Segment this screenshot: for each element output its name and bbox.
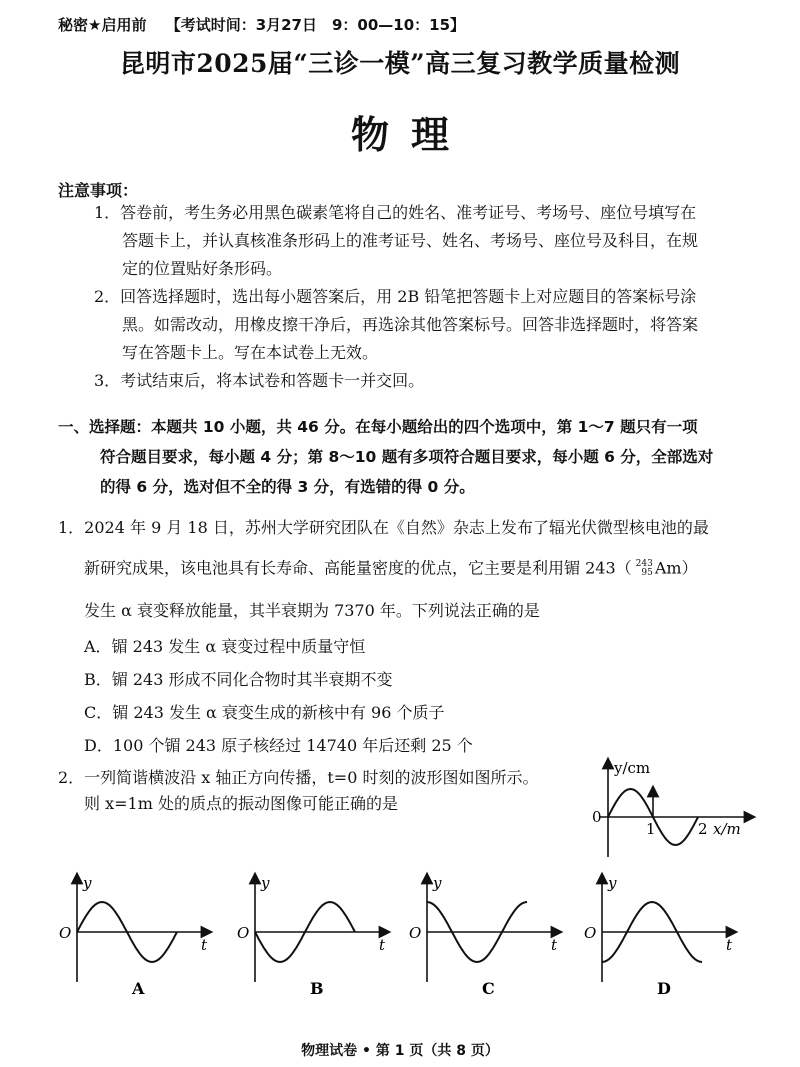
option-label: D xyxy=(657,979,671,998)
q1-stem: 发生 α 衰变释放能量，其半衰期为 7370 年。下列说法正确的是 xyxy=(84,601,540,620)
origin-label: O xyxy=(59,924,72,942)
t-axis-label: t xyxy=(551,936,558,954)
notes-heading: 注意事项： xyxy=(58,181,139,200)
confidential-label: 秘密★启用前 xyxy=(58,16,147,34)
q1-option-b: B．镅 243 形成不同化合物时其半衰期不变 xyxy=(84,670,393,689)
note-line: 黑。如需改动，用橡皮擦干净后，再选涂其他答案标号。回答非选择题时，将答案 xyxy=(122,315,699,334)
note-line: 写在答题卡上。写在本试卷上无效。 xyxy=(122,343,379,362)
wave-graph xyxy=(580,755,760,865)
option-graphs xyxy=(55,870,755,1000)
y-axis-label: y xyxy=(608,874,617,892)
y-axis-label: y xyxy=(261,874,270,892)
q1-option-c: C．镅 243 发生 α 衰变生成的新核中有 96 个质子 xyxy=(84,703,445,722)
option-graph-d xyxy=(584,874,733,998)
y-axis-label: y xyxy=(433,874,442,892)
exam-header xyxy=(58,14,479,35)
origin-label: O xyxy=(237,924,250,942)
origin-label: 0 xyxy=(592,808,602,826)
q1-stem: 1．2024 年 9 月 18 日，苏州大学研究团队在《自然》杂志上发布了辐光伏微型核电池的最 xyxy=(58,518,709,537)
q2-stem: 2．一列简谐横波沿 x 轴正方向传播，t=0 时刻的波形图如图所示。 xyxy=(58,768,539,787)
option-graph-c xyxy=(409,874,558,998)
note-line: 2．回答选择题时，选出每小题答案后，用 2B 铅笔把答题卡上对应题目的答案标号涂 xyxy=(94,287,697,306)
exam-title: 昆明市2025届“三诊一模”高三复习教学质量检测 xyxy=(119,49,681,78)
nuclide-numbers xyxy=(636,560,653,578)
subject-title: 物理 xyxy=(350,112,471,157)
t-axis-label: t xyxy=(201,936,208,954)
t-axis-label: t xyxy=(379,936,386,954)
nuclide-symbol: Am xyxy=(654,558,682,578)
q1-stem xyxy=(84,560,698,578)
option-label: C xyxy=(482,979,495,998)
note-line: 3．考试结束后，将本试卷和答题卡一并交回。 xyxy=(94,371,425,390)
tick-label: 2 xyxy=(698,820,708,838)
q1-option-d: D．100 个镅 243 原子核经过 14740 年后还剩 25 个 xyxy=(84,736,473,755)
note-line: 1．答卷前，考生务必用黑色碳素笔将自己的姓名、准考证号、考场号、座位号填写在 xyxy=(94,203,697,222)
option-label: B xyxy=(310,979,324,998)
x-axis-label: x/m xyxy=(713,820,741,838)
section-instruction: 一、选择题：本题共 10 小题，共 46 分。在每小题给出的四个选项中，第 1～7 题只有一项 xyxy=(58,418,698,436)
origin-label: O xyxy=(409,924,422,942)
atomic-number: 95 xyxy=(641,568,653,578)
mass-number: 243 xyxy=(635,559,653,569)
option-label: A xyxy=(132,979,145,998)
option-graph-a xyxy=(59,874,208,998)
t-axis-label: t xyxy=(726,936,733,954)
exam-time: 【考试时间：3月27日 9：00—10：15】 xyxy=(165,16,466,34)
page-footer: 物理试卷 • 第 1 页（共 8 页） xyxy=(301,1043,499,1059)
note-line: 定的位置贴好条形码。 xyxy=(122,259,283,278)
note-line: 答题卡上，并认真核准条形码上的准考证号、姓名、考场号、座位号及科目，在规 xyxy=(122,231,699,250)
q1-stem-text: ） xyxy=(681,558,698,578)
y-axis-label: y xyxy=(83,874,92,892)
origin-label: O xyxy=(584,924,597,942)
option-graph-b xyxy=(237,874,386,998)
section-instruction: 符合题目要求，每小题 4 分；第 8～10 题有多项符合题目要求，每小题 6 分，全部选对 xyxy=(100,448,714,466)
tick-label: 1 xyxy=(646,820,656,838)
q1-option-a: A．镅 243 发生 α 衰变过程中质量守恒 xyxy=(84,637,366,656)
section-instruction: 的得 6 分，选对但不全的得 3 分，有选错的得 0 分。 xyxy=(100,478,475,496)
q2-stem: 则 x=1m 处的质点的振动图像可能正确的是 xyxy=(84,794,398,813)
q1-stem-text: 新研究成果，该电池具有长寿命、高能量密度的优点，它主要是利用镅 243（ xyxy=(84,558,632,578)
y-axis-label: y/cm xyxy=(614,759,651,777)
